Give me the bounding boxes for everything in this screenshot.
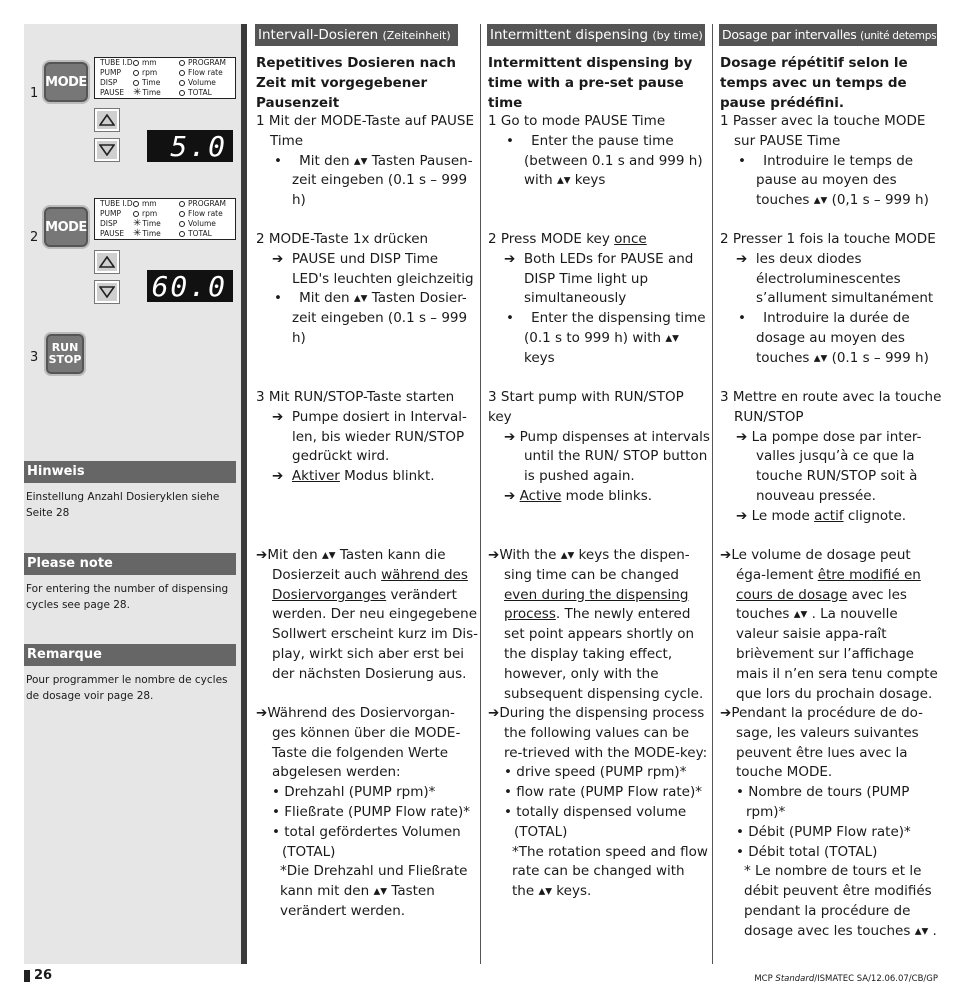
lcd-label: Flow rate [188,209,223,218]
down-key[interactable] [94,138,120,162]
up-key[interactable] [94,250,120,274]
updown-keys-icon: ▴▾ [793,606,808,623]
updown-keys-icon: ▴▾ [665,329,679,346]
subheading-de: Repetitives Dosieren nach Zeit mit vorgegebener Pausenzeit [256,55,456,111]
subheading-en: Intermittent dispensing by time with a pre-set pause time [488,55,693,111]
up-arrow-icon [99,114,115,126]
seven-segment-display: 5.0 [147,130,233,162]
led-off-icon [179,201,185,207]
lcd-label: mm [142,58,157,67]
updown-keys-icon: ▴▾ [353,152,368,169]
step-number: 2 [30,230,39,245]
updown-keys-icon: ▴▾ [373,883,388,900]
updown-keys-icon: ▴▾ [813,349,828,366]
stop-label: STOP [48,353,82,366]
step-number: 3 [30,350,39,365]
led-on-icon: ✳ [133,87,142,98]
lcd-label: rpm [142,209,158,218]
subheading-fr: Dosage répétitif selon le temps avec un temps de pause prédéfini. [720,55,908,111]
mode-key[interactable] [42,205,90,249]
lcd-indicator-panel [94,57,236,99]
down-arrow-icon [99,286,115,298]
led-on-icon: ✳ [133,228,142,239]
lcd-label: PAUSE [100,88,125,97]
section-heading-de: Intervall-Dosieren (Zeiteinheit) [255,24,458,46]
led-off-icon [179,70,185,76]
lcd-label: PROGRAM [188,199,226,208]
sidebar-divider [241,24,247,964]
updown-keys-icon: ▴▾ [914,922,929,939]
updown-keys-icon: ▴▾ [538,883,553,900]
lcd-label: PROGRAM [188,58,226,67]
lcd-col3 [179,58,226,98]
step1-en: 1 Go to mode PAUSE Time • Enter the pause time (between 0.1 s and 999 h) with ▴▾ keys [488,113,703,189]
note-text-hinweis: Einstellung Anzahl Dosieryklen siehe Seite 28 [26,491,220,519]
led-off-icon [179,90,185,96]
led-off-icon [133,60,139,66]
lcd-label: Volume [188,219,216,228]
paragraph-readout-en: ➔During the dispensing process the following values can be re-trieved with the MODE-key: • drive speed (PUMP rpm)* • flow rate (PUMP Flow rate)* • totally dispensed volume (TOTAL) *The rotation speed and flow rate can be changed with the ▴▾ keys. [488,705,708,900]
note-text-please: For entering the number of dispensing cycles see page 28. [26,583,229,611]
lcd-col1 [100,58,135,98]
step3-en: 3 Start pump with RUN/STOP key ➔ Pump dispenses at intervals until the RUN/ STOP button is pushed again. ➔ Active mode blinks. [488,389,710,504]
mode-key[interactable] [42,60,90,104]
led-off-icon [179,60,185,66]
lcd-label: Time [142,229,161,238]
lcd-label: PUMP [100,209,122,218]
lcd-indicator-panel [94,198,236,240]
seven-segment-display: 60.0 [147,270,233,302]
led-off-icon [133,70,139,76]
lcd-label: mm [142,199,157,208]
led-off-icon [179,231,185,237]
column-divider [712,24,713,964]
note-text-remarque: Pour programmer le nombre de cycles de dosage voir page 28. [26,674,228,702]
updown-keys-icon: ▴▾ [560,547,575,563]
footer-reference: MCP Standard/ISMATEC SA/12.06.07/CB/GP [754,974,938,984]
run-stop-key[interactable] [44,332,86,376]
section-heading-fr: Dosage par intervalles (unité detemps) [719,24,937,46]
step3-de: 3 Mit RUN/STOP-Taste starten ➔ Pumpe dosiert in Interval-len, bis wieder RUN/STOP gedrückt wird. ➔ Aktiver Modus blinkt. [256,389,467,485]
step-number: 1 [30,86,39,101]
lcd-label: TOTAL [188,229,212,238]
run-label: RUN [51,341,79,354]
led-off-icon [179,80,185,86]
step2-fr: 2 Presser 1 fois la touche MODE ➔ les deux diodes électroluminescentes s’allument simultanément • Introduire la durée de dosage au moyen des touches ▴▾ (0.1 s – 999 h) [720,231,936,366]
paragraph-change-time-en: ➔With the ▴▾ keys the dispen-sing time can be changed even during the dispensing process. The newly entered set point appears shortly on the display taking effect, however, only with the subsequent dispensing cycle. [488,547,704,702]
lcd-label: PUMP [100,68,122,77]
lcd-label: PAUSE [100,229,125,238]
led-off-icon [133,201,139,207]
note-heading-remarque: Remarque [24,644,236,666]
page-number: 26 [34,968,53,983]
down-arrow-icon [99,144,115,156]
lcd-label: TOTAL [188,88,212,97]
lcd-label: Time [142,88,161,97]
mode-key-label: MODE [45,74,87,90]
lcd-label: Time [142,219,161,228]
led-on-icon: ✳ [133,218,142,229]
led-off-icon [179,211,185,217]
led-off-icon [133,80,139,86]
led-off-icon [133,211,139,217]
paragraph-readout-de: ➔Während des Dosiervorgan-ges können über die MODE-Taste die folgenden Werte abgelesen werden: • Drehzahl (PUMP rpm)* • Fließrate (PUMP Flow rate)* • total gefördertes Volumen (TOTAL) *Die Drehzahl und Fließrate kann mit den ▴▾ Tasten verändert werden. [256,705,470,919]
updown-keys-icon: ▴▾ [322,547,336,563]
note-heading-please: Please note [24,553,236,575]
lcd-col2 [133,58,161,98]
lcd-label: DISP [100,219,118,228]
step1-de: 1 Mit der MODE-Taste auf PAUSE Time • Mit den ▴▾ Tasten Pausen-zeit eingeben (0.1 s – 999 h) [256,113,474,209]
lcd-label: DISP [100,78,118,87]
column-divider [480,24,481,964]
lcd-label: Time [142,78,161,87]
note-heading-hinweis: Hinweis [24,461,236,483]
lcd-label: TUBE I.D. [100,199,136,208]
step1-fr: 1 Passer avec la touche MODE sur PAUSE Time • Introduire le temps de pause au moyen des touches ▴▾ (0,1 s – 999 h) [720,113,929,209]
lcd-label: Volume [188,78,216,87]
paragraph-readout-fr: ➔Pendant la procédure de do-sage, les valeurs suivantes peuvent être lues avec la touche MODE. • Nombre de tours (PUMP rpm)* • Débit (PUMP Flow rate)* • Débit total (TOTAL) * Le nombre de tours et le débit peuvent être modifiés pendant la procédure de dosage avec les touches ▴▾ . [720,705,937,939]
paragraph-change-time-de: ➔Mit den ▴▾ Tasten kann die Dosierzeit auch während des Dosiervorganges verändert werden. Der neu eingegebene Sollwert erscheint kurz im Dis-play, wirkt sich aber erst bei der nächsten Dosierung aus. [256,547,479,682]
section-heading-en: Intermittent dispensing (by time) [487,24,705,46]
lcd-label: Flow rate [188,68,223,77]
up-arrow-icon [99,256,115,268]
mode-key-label: MODE [45,219,87,235]
led-off-icon [179,221,185,227]
step3-fr: 3 Mettre en route avec la touche RUN/STOP ➔ La pompe dose par inter-valles jusqu’à ce que la touche RUN/STOP soit à nouveau pressée. ➔ Le mode actif clignote. [720,389,942,524]
lcd-label: TUBE I.D. [100,58,136,67]
footer-marker [24,970,30,982]
updown-keys-icon: ▴▾ [353,290,368,307]
step2-en: 2 Press MODE key once ➔ Both LEDs for PAUSE and DISP Time light up simultaneously • Enter the dispensing time (0.1 s to 999 h) with ▴▾ keys [488,231,706,366]
up-key[interactable] [94,108,120,132]
lcd-label: rpm [142,68,158,77]
updown-keys-icon: ▴▾ [813,192,828,209]
step2-de: 2 MODE-Taste 1x drücken ➔ PAUSE und DISP Time LED's leuchten gleichzeitig • Mit den ▴▾ Tasten Dosier-zeit eingeben (0.1 s – 999 h) [256,231,474,346]
down-key[interactable] [94,280,120,304]
paragraph-change-time-fr: ➔Le volume de dosage peut éga-lement être modifié en cours de dosage avec les touches ▴▾ . La nouvelle valeur saisie appa-raît brièvement sur l’affichage mais il n’en sera tenu compte que lors du prochain dosage. [720,547,938,702]
updown-keys-icon: ▴▾ [556,172,571,189]
